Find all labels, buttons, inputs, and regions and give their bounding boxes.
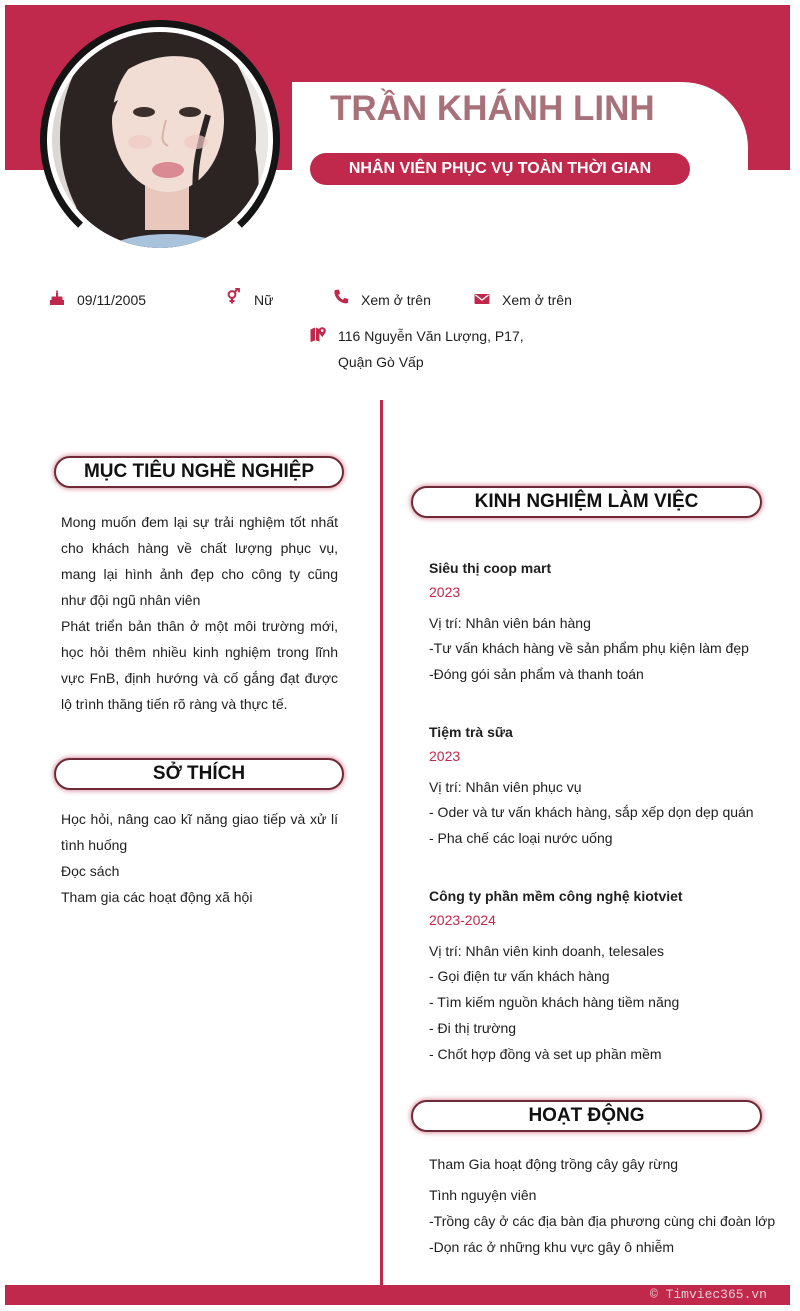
job-task: -Đóng gói sản phẩm và thanh toán — [429, 666, 644, 682]
address-value — [338, 323, 524, 375]
activities-list — [429, 1151, 789, 1260]
address-line-2: Quận Gò Vấp — [338, 354, 424, 370]
watermark: © Timviec365.vn — [649, 1287, 767, 1302]
experience-list — [429, 556, 789, 1100]
section-heading-experience: KINH NGHIỆM LÀM VIỆC — [411, 486, 762, 518]
address-line-1: 116 Nguyễn Văn Lượng, P17, — [338, 328, 524, 344]
job-role: Vị trí: Nhân viên phục vụ — [429, 779, 582, 795]
email-value: Xem ở trên — [502, 292, 572, 308]
job-task: - Gọi điện tư vấn khách hàng — [429, 968, 610, 984]
activity-line: -Trồng cây ở các địa bàn địa phương cùng chi đoàn lớp — [429, 1213, 776, 1229]
activity-line: -Dọn rác ở những khu vực gây ô nhiễm — [429, 1239, 675, 1255]
birthday-value: 09/11/2005 — [77, 292, 147, 308]
job-company: Siêu thị coop mart — [429, 560, 552, 576]
phone-icon — [333, 289, 349, 305]
candidate-name: TRẦN KHÁNH LINH — [330, 89, 655, 128]
profile-photo-graphic — [40, 20, 280, 260]
hobby-item: Học hỏi, nâng cao kĩ năng giao tiếp và xử lí tình huống — [61, 811, 338, 853]
cake-icon — [49, 290, 65, 306]
job-period: 2023 — [429, 584, 461, 600]
objective-paragraph: Phát triển bản thân ở một môi trường mới, học hỏi thêm nhiều kinh nghiệm trong lĩnh vực FnB, định hướng và cố gắng đạt được lộ trình thăng tiến rõ ràng và thực tế. — [61, 618, 338, 712]
objective-text — [61, 509, 338, 717]
job-task: - Tìm kiếm nguồn khách hàng tiềm năng — [429, 994, 680, 1010]
gender-icon — [225, 288, 241, 304]
job-company: Tiệm trà sữa — [429, 724, 513, 740]
job-entry — [429, 556, 789, 687]
section-heading-hobbies: SỞ THÍCH — [54, 758, 344, 790]
job-task: - Chốt hợp đồng và set up phần mềm — [429, 1046, 662, 1062]
hobby-item: Đọc sách — [61, 863, 120, 879]
mail-icon — [474, 291, 490, 307]
job-task: - Oder và tư vấn khách hàng, sắp xếp dọn dẹp quán — [429, 804, 754, 820]
job-entry — [429, 720, 789, 851]
profile-photo — [40, 20, 280, 260]
section-heading-activities: HOẠT ĐỘNG — [411, 1100, 762, 1132]
job-period: 2023-2024 — [429, 912, 496, 928]
job-period: 2023 — [429, 748, 461, 764]
job-entry — [429, 884, 789, 1067]
job-company: Công ty phần mềm công nghệ kiotviet — [429, 888, 683, 904]
footer-bar — [5, 1285, 790, 1305]
activity-line: Tình nguyện viên — [429, 1187, 537, 1203]
job-task: - Đi thị trường — [429, 1020, 517, 1036]
job-task: - Pha chế các loại nước uống — [429, 830, 613, 846]
job-role: Vị trí: Nhân viên bán hàng — [429, 615, 591, 631]
map-marker-icon — [310, 326, 326, 342]
hobby-item: Tham gia các hoạt động xã hội — [61, 889, 253, 905]
job-title-badge: NHÂN VIÊN PHỤC VỤ TOÀN THỜI GIAN — [310, 153, 690, 185]
section-heading-objective: MỤC TIÊU NGHỀ NGHIỆP — [54, 456, 344, 488]
hobbies-list — [61, 806, 338, 910]
job-task: -Tư vấn khách hàng về sản phẩm phụ kiện làm đẹp — [429, 640, 749, 656]
objective-paragraph: Mong muốn đem lại sự trải nghiệm tốt nhất cho khách hàng về chất lượng phục vụ, mang lại hình ảnh đẹp cho công ty cũng như đội ngũ nhân viên — [61, 514, 338, 608]
gender-value: Nữ — [254, 292, 274, 308]
phone-value: Xem ở trên — [361, 292, 431, 308]
column-divider — [380, 400, 383, 1285]
job-role: Vị trí: Nhân viên kinh doanh, telesales — [429, 943, 665, 959]
activity-line: Tham Gia hoạt động trồng cây gây rừng — [429, 1156, 679, 1172]
